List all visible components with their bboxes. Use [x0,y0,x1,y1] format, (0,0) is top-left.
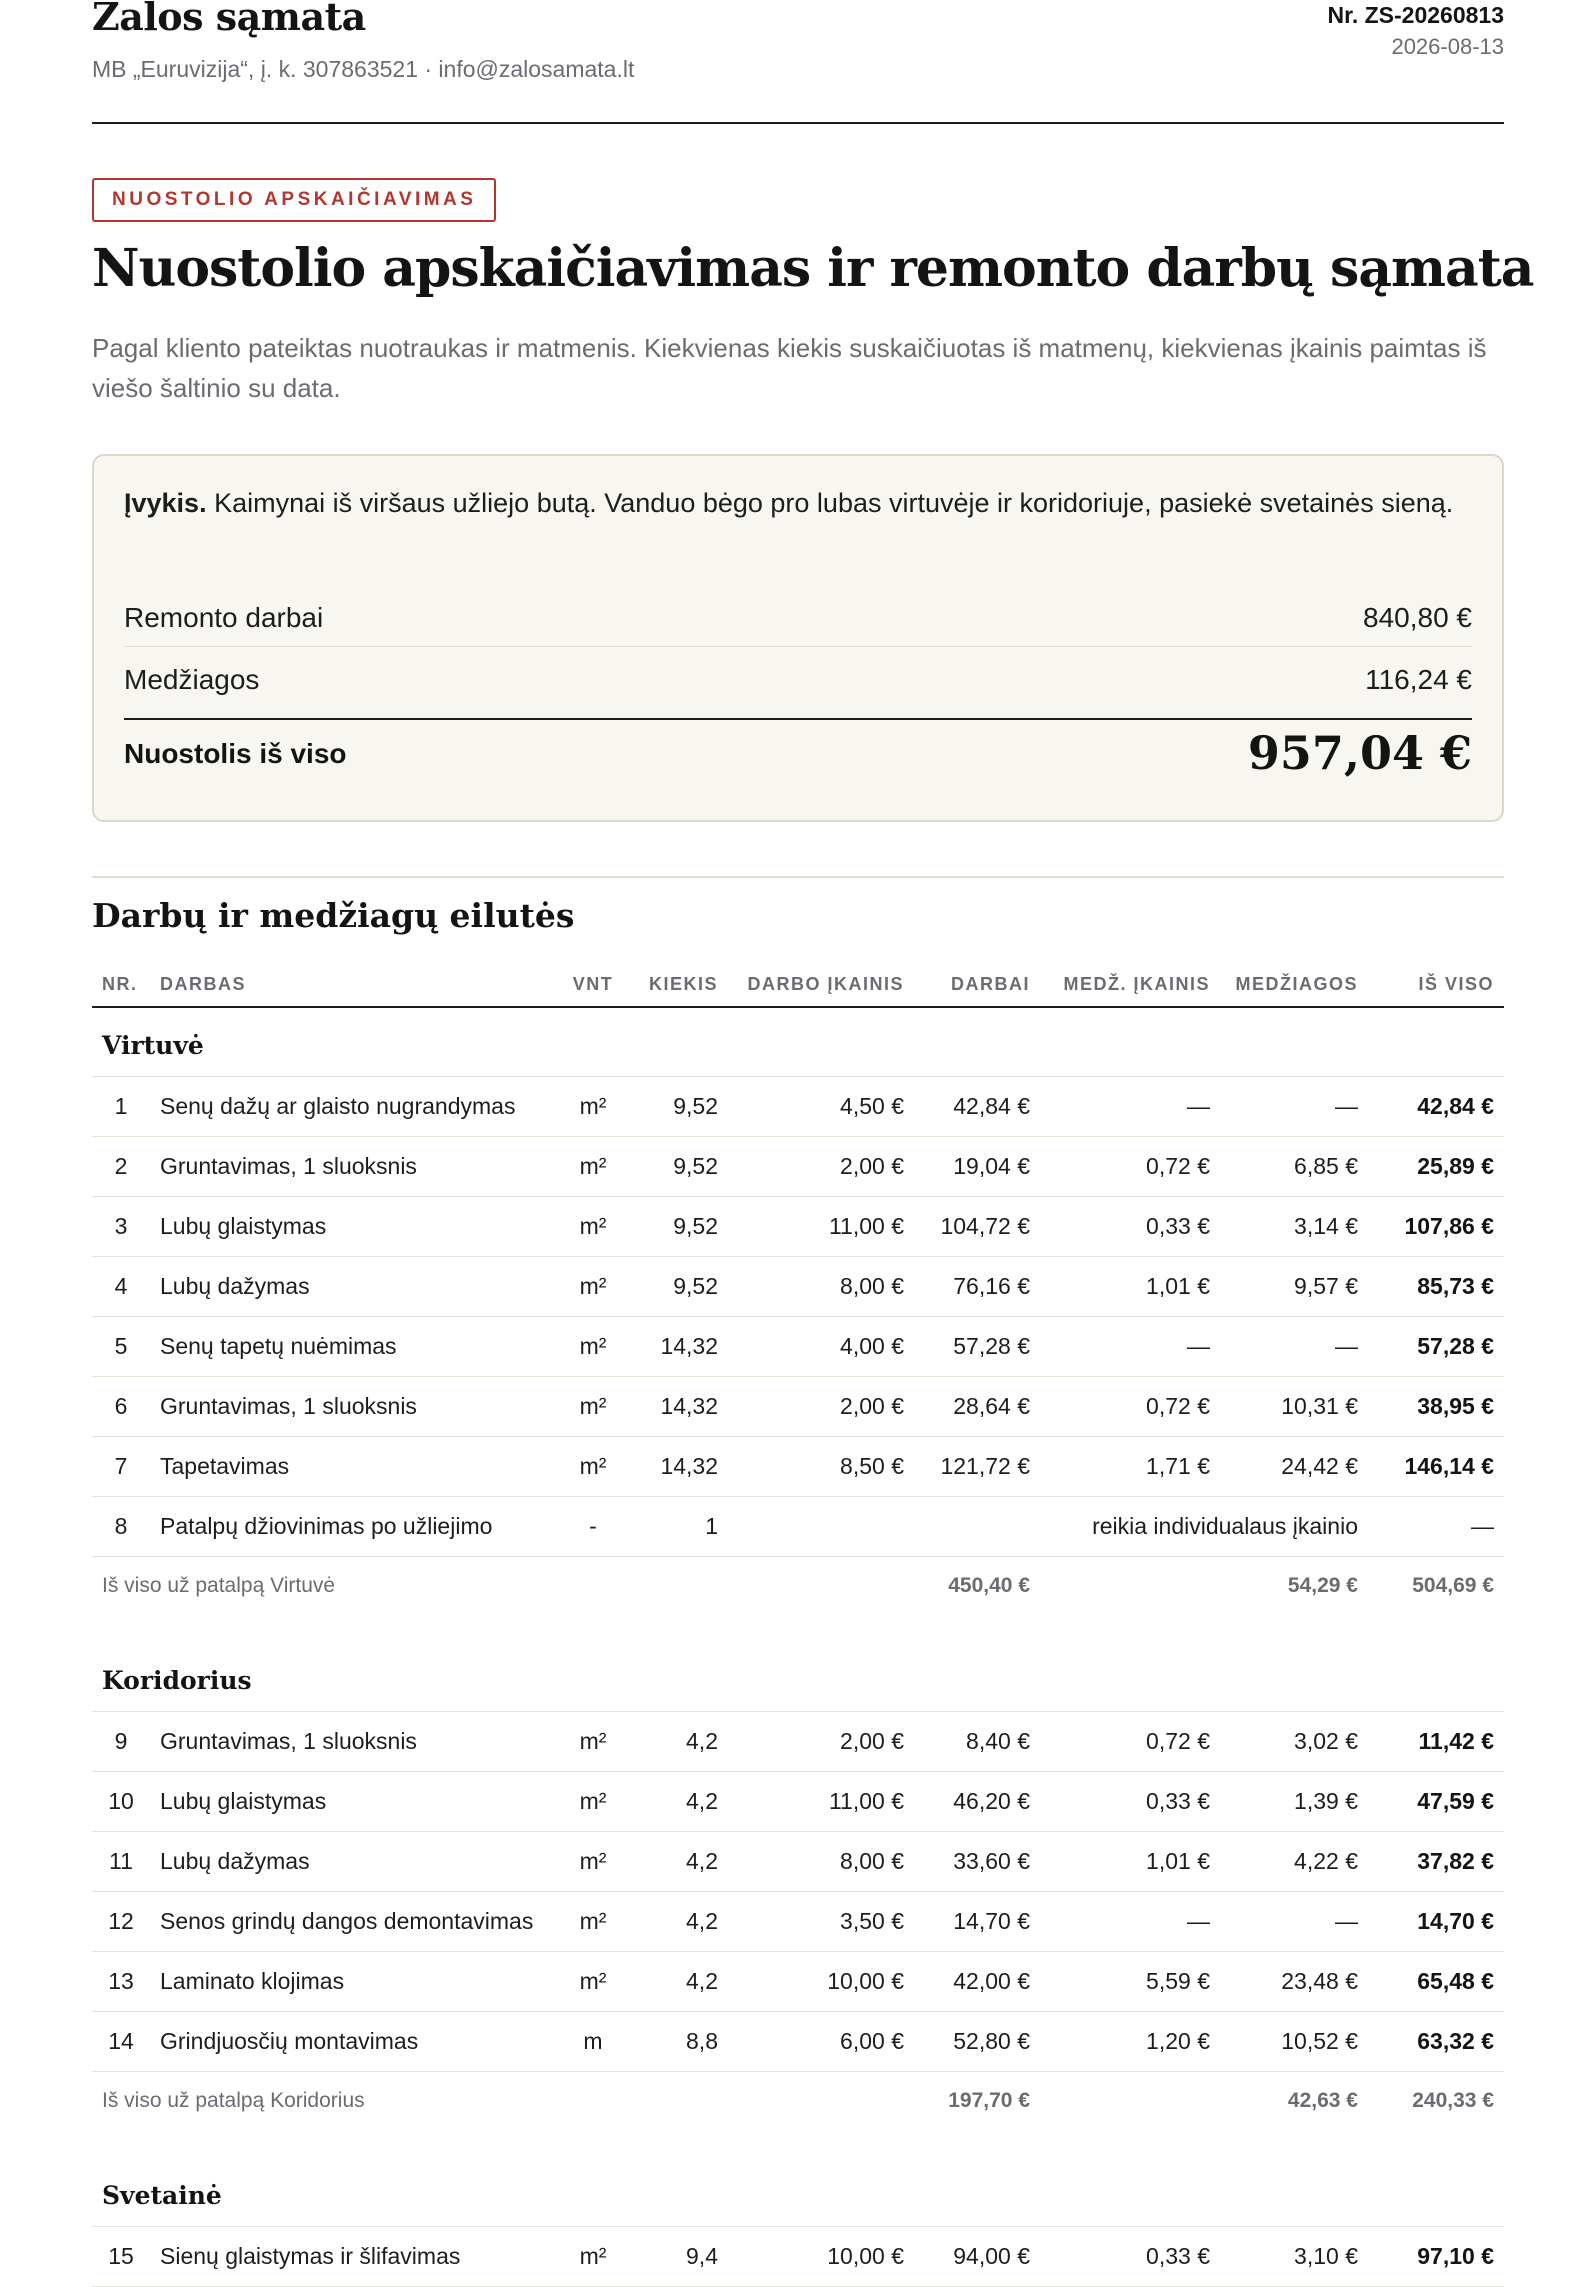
table-row [92,1952,1504,2012]
row-works: 42,00 € [914,1952,1040,2012]
table-row [92,1197,1504,1257]
row-work-rate: 2,00 € [728,1377,914,1437]
row-material-rate: — [1040,1317,1220,1377]
row-quantity: 9,52 [630,1257,728,1317]
row-number: 8 [92,1497,150,1557]
row-total: — [1368,1497,1504,1557]
row-total: 146,14 € [1368,1437,1504,1497]
row-unit: m² [556,1197,630,1257]
row-material-rate: 0,72 € [1040,1377,1220,1437]
summary-materials-label: Medžiagos [124,664,260,695]
row-work-name: Lubų glaistymas [150,1197,556,1257]
row-materials: 6,85 € [1220,1137,1368,1197]
row-quantity: 9,4 [630,2227,728,2287]
row-total: 11,42 € [1368,1712,1504,1772]
room-subtotal-label: Iš viso už patalpą Virtuvė [102,1574,336,1597]
column-header-nr: NR. [92,962,150,1007]
row-works [914,1497,1040,1557]
row-work-name: Gruntavimas, 1 sluoksnis [150,1377,556,1437]
row-unit: m [556,2012,630,2072]
row-material-rate: — [1040,1077,1220,1137]
row-quantity: 14,32 [630,1437,728,1497]
row-total: 97,10 € [1368,2227,1504,2287]
row-work-rate: 2,00 € [728,1712,914,1772]
row-materials: 24,42 € [1220,1437,1368,1497]
row-total: 42,84 € [1368,1077,1504,1137]
table-row [92,1892,1504,1952]
room-group-row [92,1643,1504,1712]
row-materials: 10,31 € [1220,1377,1368,1437]
summary-total-label: Nuostolis iš viso [124,738,347,769]
row-materials: 4,22 € [1220,1832,1368,1892]
row-materials: 3,02 € [1220,1712,1368,1772]
summary-total-value: 957,04 € [1247,726,1472,780]
column-header-unit: VNT [556,962,630,1007]
row-number: 10 [92,1772,150,1832]
row-quantity: 9,52 [630,1197,728,1257]
row-work-rate: 11,00 € [728,1197,914,1257]
row-work-name: Lubų glaistymas [150,1772,556,1832]
table-row [92,1832,1504,1892]
incident-text: Kaimynai iš viršaus užliejo butą. Vanduo bėgo pro lubas virtuvėje ir koridoriuje, pasiekė svetainės sieną. [206,488,1454,518]
row-unit: m² [556,1437,630,1497]
row-work-rate: 8,00 € [728,1832,914,1892]
room-subtotal-materials: 42,63 € [1287,2089,1358,2112]
room-subtotal-works: 450,40 € [948,1574,1030,1597]
row-number: 7 [92,1437,150,1497]
lines-section-title: Darbų ir medžiagų eilutės [92,896,575,935]
row-works: 14,70 € [914,1892,1040,1952]
row-unit: m² [556,1317,630,1377]
incident-description [124,482,1472,524]
room-group-row [92,1007,1504,1077]
row-number: 6 [92,1377,150,1437]
room-group-row [92,2158,1504,2227]
page-title: Nuostolio apskaičiavimas ir remonto darbų sąmata [92,238,1534,299]
row-work-rate: 8,00 € [728,1257,914,1317]
row-quantity: 4,2 [630,1712,728,1772]
row-work-name: Patalpų džiovinimas po užliejimo [150,1497,556,1557]
column-header-qty: KIEKIS [630,962,728,1007]
row-total: 65,48 € [1368,1952,1504,2012]
row-quantity: 4,2 [630,1772,728,1832]
table-row [92,1437,1504,1497]
row-quantity: 8,8 [630,2012,728,2072]
summary-box [92,454,1504,822]
summary-works-row [124,588,1472,648]
table-row [92,2227,1504,2287]
row-total: 85,73 € [1368,1257,1504,1317]
row-work-rate: 2,00 € [728,1137,914,1197]
table-row [92,1772,1504,1832]
room-subtotal-spacer [1040,1557,1220,1616]
column-header-works: DARBAI [914,962,1040,1007]
room-name: Svetainė [92,2158,1504,2227]
row-quantity: 14,32 [630,1317,728,1377]
row-work-rate [728,1497,914,1557]
table-row [92,1257,1504,1317]
row-works: 76,16 € [914,1257,1040,1317]
row-work-name: Senų dažų ar glaisto nugrandymas [150,1077,556,1137]
row-works: 104,72 € [914,1197,1040,1257]
spacer-cell [92,1615,1504,1643]
row-materials: 1,39 € [1220,1772,1368,1832]
room-subtotal-row [92,1557,1504,1616]
row-work-rate: 4,50 € [728,1077,914,1137]
row-works: 8,40 € [914,1712,1040,1772]
room-subtotal-label: Iš viso už patalpą Koridorius [102,2089,365,2112]
row-works: 28,64 € [914,1377,1040,1437]
row-work-name: Sienų glaistymas ir šlifavimas [150,2227,556,2287]
company-details: MB „Euruvizija“, į. k. 307863521 · info@zalosamata.lt [92,56,635,82]
summary-total-divider [124,718,1472,720]
row-work-name: Senų tapetų nuėmimas [150,1317,556,1377]
row-total: 63,32 € [1368,2012,1504,2072]
row-quantity: 4,2 [630,1832,728,1892]
row-total: 47,59 € [1368,1772,1504,1832]
table-body [92,1007,1504,2287]
row-works: 46,20 € [914,1772,1040,1832]
row-works: 52,80 € [914,2012,1040,2072]
row-number: 3 [92,1197,150,1257]
row-material-rate: 0,33 € [1040,1197,1220,1257]
row-material-rate: 0,33 € [1040,1772,1220,1832]
row-material-rate: 1,01 € [1040,1832,1220,1892]
row-materials: 3,14 € [1220,1197,1368,1257]
column-header-total: IŠ VISO [1368,962,1504,1007]
row-quantity: 9,52 [630,1077,728,1137]
table-row [92,1077,1504,1137]
room-name: Virtuvė [92,1007,1504,1077]
summary-materials-value: 116,24 € [1365,664,1472,695]
row-pricing-note: reikia individualaus įkainio [1040,1497,1368,1557]
room-subtotal-row [92,2072,1504,2131]
row-work-name: Gruntavimas, 1 sluoksnis [150,1712,556,1772]
column-header-material-rate: MEDŽ. ĮKAINIS [1040,962,1220,1007]
row-unit: m² [556,1832,630,1892]
room-subtotal-total: 504,69 € [1412,1574,1494,1597]
row-materials: — [1220,1077,1368,1137]
row-works: 57,28 € [914,1317,1040,1377]
row-quantity: 9,52 [630,1137,728,1197]
row-unit: m² [556,1952,630,2012]
row-material-rate: 1,71 € [1040,1437,1220,1497]
row-number: 4 [92,1257,150,1317]
row-work-name: Gruntavimas, 1 sluoksnis [150,1137,556,1197]
row-total: 37,82 € [1368,1832,1504,1892]
row-material-rate: 1,20 € [1040,2012,1220,2072]
document-type-tag: NUOSTOLIO APSKAIČIAVIMAS [92,178,496,222]
room-subtotal-spacer [1040,2072,1220,2131]
row-total: 57,28 € [1368,1317,1504,1377]
row-works: 94,00 € [914,2227,1040,2287]
row-work-rate: 10,00 € [728,2227,914,2287]
section-divider [92,876,1504,878]
column-header-work: DARBAS [150,962,556,1007]
row-number: 1 [92,1077,150,1137]
room-subtotal-materials: 54,29 € [1287,1574,1358,1597]
document-number: Nr. ZS-20260813 [1327,2,1504,28]
row-work-name: Tapetavimas [150,1437,556,1497]
row-unit: - [556,1497,630,1557]
row-materials: 23,48 € [1220,1952,1368,2012]
row-unit: m² [556,1712,630,1772]
row-works: 42,84 € [914,1077,1040,1137]
row-work-name: Lubų dažymas [150,1832,556,1892]
row-number: 5 [92,1317,150,1377]
row-quantity: 1 [630,1497,728,1557]
row-number: 12 [92,1892,150,1952]
row-number: 9 [92,1712,150,1772]
row-number: 15 [92,2227,150,2287]
table-row [92,1317,1504,1377]
row-work-name: Grindjuosčių montavimas [150,2012,556,2072]
summary-works-value: 840,80 € [1363,602,1472,633]
room-subtotal-total: 240,33 € [1412,2089,1494,2112]
page-subtitle: Pagal kliento pateiktas nuotraukas ir matmenis. Kiekvienas kiekis suskaičiuotas iš matmenų, kiekvienas įkainis paimtas iš viešo šaltinio su data. [92,333,1487,403]
table-row [92,1137,1504,1197]
row-unit: m² [556,1377,630,1437]
row-material-rate: 0,33 € [1040,2227,1220,2287]
row-works: 33,60 € [914,1832,1040,1892]
spacer-cell [92,2130,1504,2158]
row-materials: 10,52 € [1220,2012,1368,2072]
row-work-name: Senos grindų dangos demontavimas [150,1892,556,1952]
row-material-rate: 0,72 € [1040,1137,1220,1197]
row-work-name: Lubų dažymas [150,1257,556,1317]
header-divider [92,122,1504,124]
row-materials: — [1220,1892,1368,1952]
row-material-rate: 1,01 € [1040,1257,1220,1317]
row-number: 13 [92,1952,150,2012]
row-material-rate: 5,59 € [1040,1952,1220,2012]
row-unit: m² [556,1137,630,1197]
row-work-rate: 4,00 € [728,1317,914,1377]
row-material-rate: — [1040,1892,1220,1952]
row-total: 107,86 € [1368,1197,1504,1257]
row-unit: m² [556,1892,630,1952]
row-number: 11 [92,1832,150,1892]
table-row [92,1712,1504,1772]
room-name: Koridorius [92,1643,1504,1712]
row-unit: m² [556,1772,630,1832]
row-works: 19,04 € [914,1137,1040,1197]
row-work-rate: 6,00 € [728,2012,914,2072]
room-subtotal-works: 197,70 € [948,2089,1030,2112]
table-row [92,1497,1504,1557]
document-date: 2026-08-13 [1391,34,1504,59]
row-unit: m² [556,1077,630,1137]
row-materials: — [1220,1317,1368,1377]
row-quantity: 14,32 [630,1377,728,1437]
row-work-rate: 8,50 € [728,1437,914,1497]
table-row [92,1377,1504,1437]
row-number: 14 [92,2012,150,2072]
row-material-rate: 0,72 € [1040,1712,1220,1772]
room-spacer [92,2130,1504,2158]
row-work-rate: 10,00 € [728,1952,914,2012]
row-materials: 3,10 € [1220,2227,1368,2287]
row-number: 2 [92,1137,150,1197]
row-work-rate: 11,00 € [728,1772,914,1832]
row-work-rate: 3,50 € [728,1892,914,1952]
column-header-materials: MEDŽIAGOS [1220,962,1368,1007]
summary-materials-row [124,650,1472,710]
room-spacer [92,1615,1504,1643]
incident-label: Įvykis. [124,488,207,518]
estimate-lines-table [92,962,1504,2287]
brand-name: Zalos sąmata [92,0,366,39]
row-work-name: Laminato klojimas [150,1952,556,2012]
row-total: 38,95 € [1368,1377,1504,1437]
summary-divider [124,646,1472,647]
row-quantity: 4,2 [630,1892,728,1952]
row-total: 14,70 € [1368,1892,1504,1952]
row-unit: m² [556,1257,630,1317]
row-total: 25,89 € [1368,1137,1504,1197]
row-materials: 9,57 € [1220,1257,1368,1317]
table-row [92,2012,1504,2072]
row-works: 121,72 € [914,1437,1040,1497]
summary-works-label: Remonto darbai [124,602,324,633]
row-quantity: 4,2 [630,1952,728,2012]
column-header-work-rate: DARBO ĮKAINIS [728,962,914,1007]
row-unit: m² [556,2227,630,2287]
table-header-row [92,962,1504,1007]
